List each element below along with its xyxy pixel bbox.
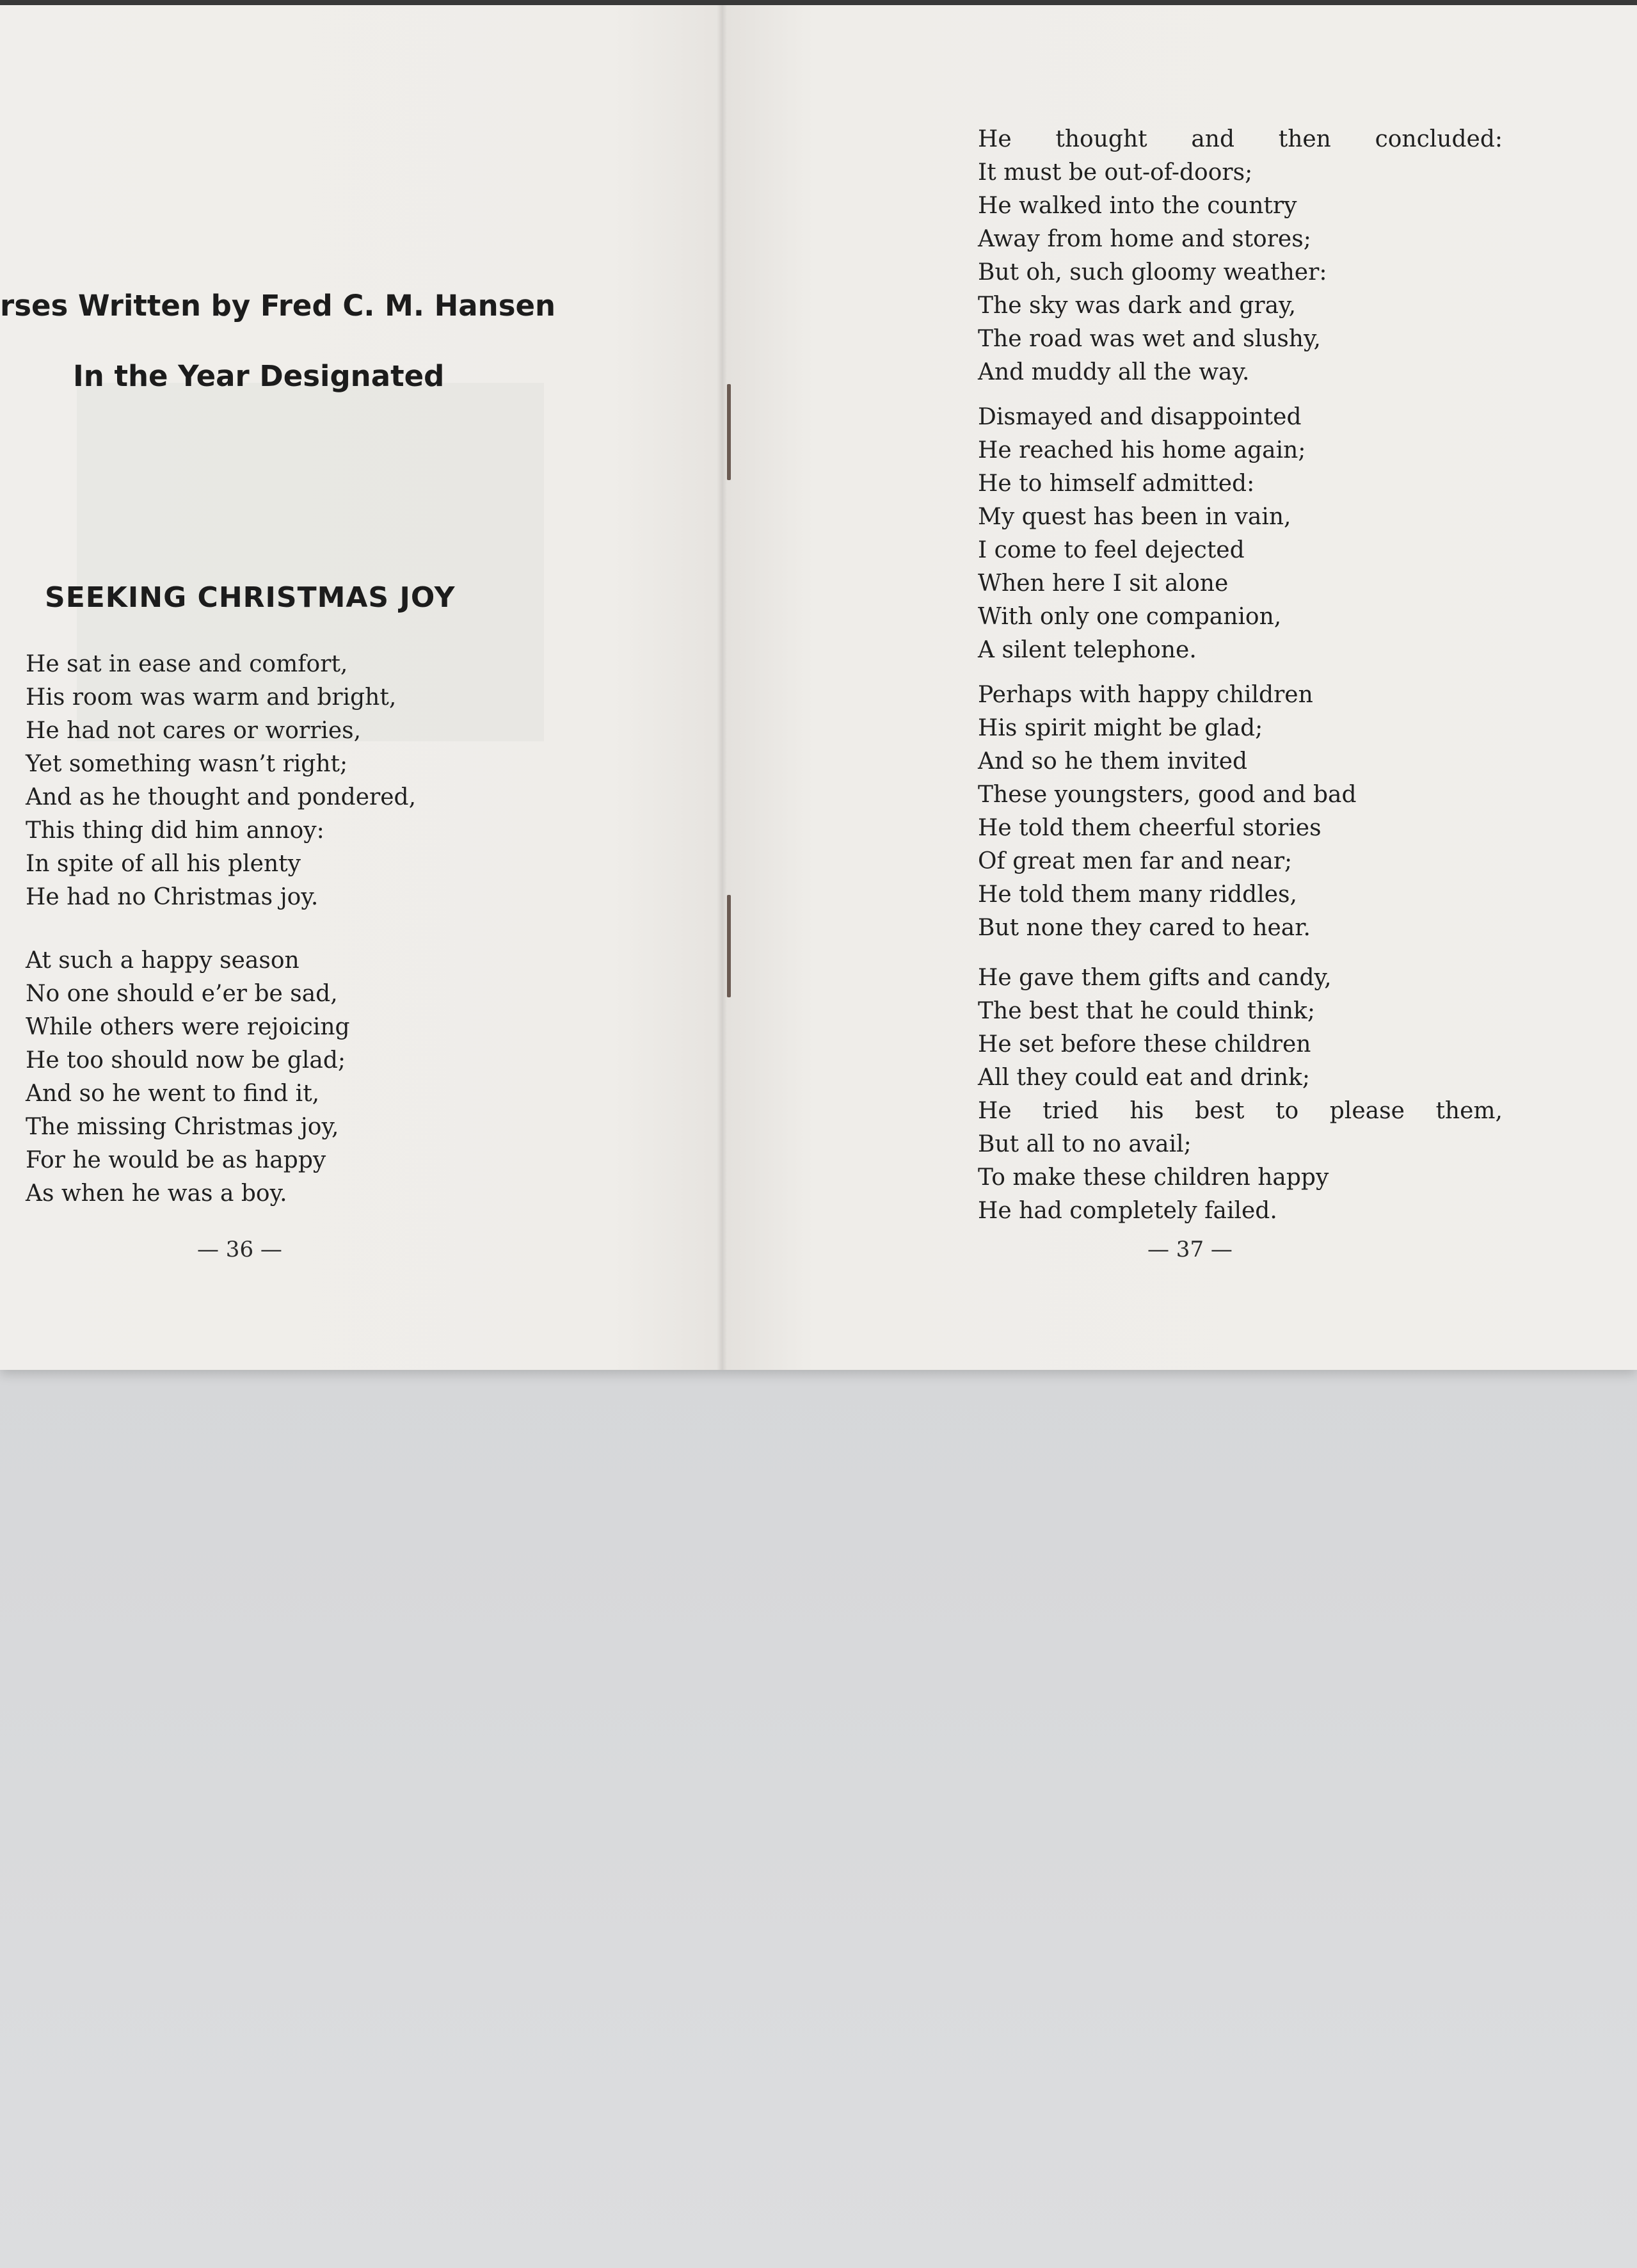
verse-line: To make these children happy (978, 1164, 1329, 1191)
verse-line: He reached his home again; (978, 437, 1306, 463)
verse-line: My quest has been in vain, (978, 504, 1291, 530)
stanza-right-4 (978, 961, 1503, 1228)
verse-line: He had not cares or worries, (26, 718, 362, 744)
verse-line: And so he them invited (978, 748, 1248, 775)
booklet-spread (0, 5, 1637, 1370)
verse-line: But oh, such gloomy weather: (978, 259, 1327, 286)
stanza-left-2 (26, 944, 691, 1210)
verse-line: He set before these children (978, 1031, 1311, 1058)
verse-line: It must be out-of-doors; (978, 159, 1253, 186)
stanza-right-2 (978, 401, 1503, 667)
verse-line: He told them many riddles, (978, 881, 1297, 908)
verse-line: Dismayed and disappointed (978, 404, 1302, 430)
verse-line: His room was warm and bright, (26, 684, 397, 711)
verse-line: The road was wet and slushy, (978, 326, 1321, 352)
verse-line: When here I sit alone (978, 570, 1229, 597)
verse-line: He told them cheerful stories (978, 815, 1322, 841)
verse-line: He walked into the country (978, 193, 1297, 219)
verse-line: This thing did him annoy: (26, 817, 324, 844)
booklet-spine (717, 5, 727, 1370)
verse-line: But all to no avail; (978, 1131, 1192, 1157)
verse-line: Of great men far and near; (978, 848, 1293, 874)
stanza-right-1 (978, 123, 1503, 389)
verse-line: But none they cared to hear. (978, 915, 1311, 941)
verse-line: He sat in ease and comfort, (26, 651, 348, 677)
verse-line: While others were rejoicing (26, 1014, 350, 1040)
verse-line: A silent telephone. (978, 637, 1197, 663)
verse-line: No one should e’er be sad, (26, 981, 338, 1007)
verse-line: And as he thought and pondered, (26, 784, 417, 810)
staple-top (727, 384, 731, 480)
page-number-right: — 37 — (1147, 1237, 1233, 1262)
verse-line: In spite of all his plenty (26, 851, 301, 877)
verse-line: At such a happy season (26, 947, 299, 974)
verse-line: And muddy all the way. (978, 359, 1250, 385)
verse-line: The missing Christmas joy, (26, 1114, 339, 1140)
verse-line: Away from home and stores; (978, 226, 1311, 252)
verse-line: All they could eat and drink; (978, 1065, 1310, 1091)
verse-line: The sky was dark and gray, (978, 293, 1297, 319)
verse-line: The best that he could think; (978, 998, 1315, 1024)
verse-line: He had completely failed. (978, 1198, 1277, 1224)
verse-line: He thought and then concluded: (978, 126, 1503, 152)
verse-line: He tried his best to please them, (978, 1098, 1503, 1124)
verse-line: He too should now be glad; (26, 1047, 346, 1074)
verse-line: For he would be as happy (26, 1147, 326, 1173)
stanza-left-1 (26, 648, 691, 914)
verse-line: And so he went to find it, (26, 1081, 320, 1107)
page-number-left: — 36 — (197, 1237, 282, 1262)
staple-bottom (727, 895, 731, 997)
verse-line: He gave them gifts and candy, (978, 965, 1332, 991)
verse-line: With only one companion, (978, 604, 1282, 630)
heading-author-line: rses Written by Fred C. M. Hansen (0, 289, 556, 323)
verse-line: Perhaps with happy children (978, 682, 1313, 708)
poem-title: SEEKING CHRISTMAS JOY (45, 581, 456, 614)
verse-line: I come to feel dejected (978, 537, 1245, 563)
scan-top-edge (0, 0, 1637, 5)
verse-line: He had no Christmas joy. (26, 884, 319, 910)
verse-line: His spirit might be glad; (978, 715, 1263, 741)
verse-line: Yet something wasn’t right; (26, 751, 348, 777)
heading-year-line: In the Year Designated (73, 359, 445, 393)
verse-line: These youngsters, good and bad (978, 782, 1357, 808)
stanza-right-3 (978, 679, 1503, 945)
verse-line: He to himself admitted: (978, 470, 1255, 497)
verse-line: As when he was a boy. (26, 1180, 287, 1207)
